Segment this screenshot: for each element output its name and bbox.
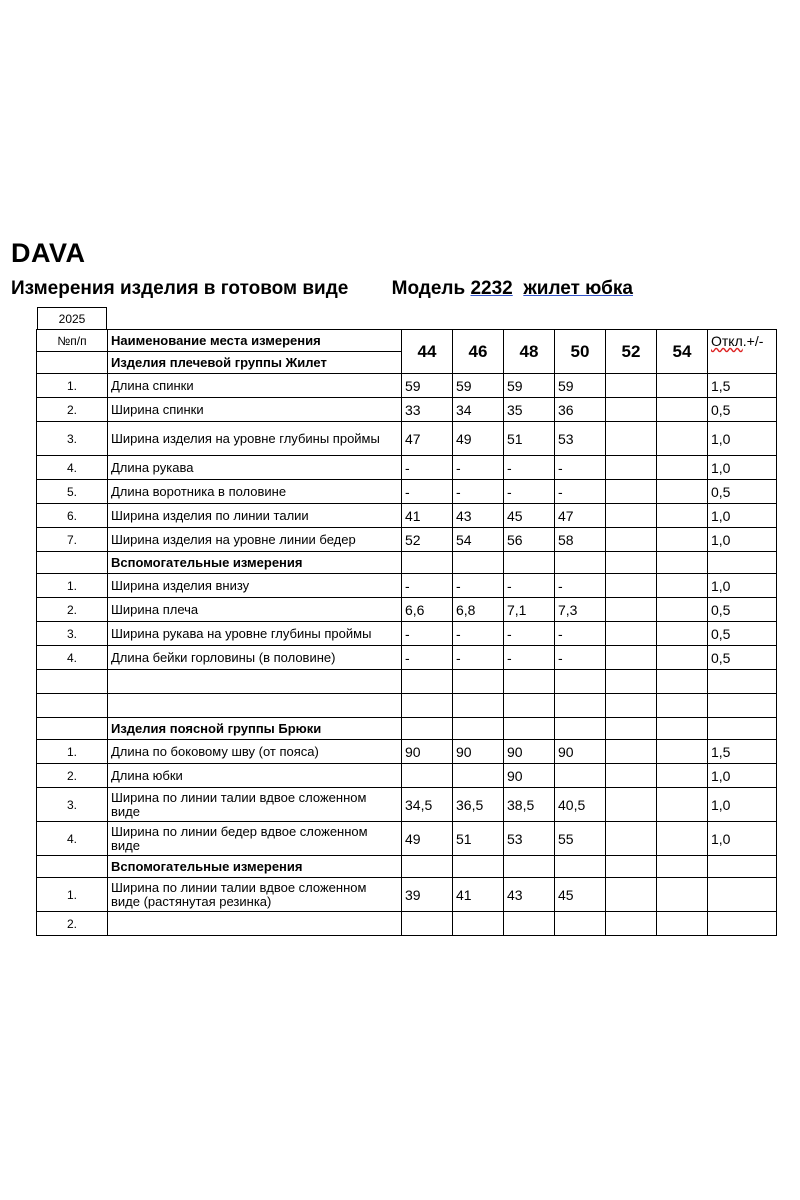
measurement-name: Ширина изделия на уровне линии бедер xyxy=(108,528,402,552)
empty-cell xyxy=(555,694,606,718)
empty-cell xyxy=(606,694,657,718)
table-row xyxy=(37,878,777,912)
value-size-50: 47 xyxy=(555,504,606,528)
tolerance-value: 1,0 xyxy=(708,574,777,598)
value-size-50: - xyxy=(555,622,606,646)
row-number: 4. xyxy=(37,456,108,480)
section-blank-cell xyxy=(708,856,777,878)
value-size-52 xyxy=(606,646,657,670)
table-row xyxy=(37,788,777,822)
value-size-48: 51 xyxy=(504,422,555,456)
empty-cell xyxy=(402,694,453,718)
measurement-name: Ширина спинки xyxy=(108,398,402,422)
measurement-name: Ширина по линии талии вдвое сложенном виде xyxy=(108,788,402,822)
value-size-52 xyxy=(606,480,657,504)
column-header-tolerance xyxy=(708,330,777,374)
empty-cell xyxy=(37,694,108,718)
size-header-54: 54 xyxy=(657,330,708,374)
value-size-48: 53 xyxy=(504,822,555,856)
size-header-52: 52 xyxy=(606,330,657,374)
row-number: 3. xyxy=(37,622,108,646)
value-size-54 xyxy=(657,878,708,912)
value-size-48: 90 xyxy=(504,764,555,788)
document-subtitle xyxy=(11,278,633,300)
value-size-48: - xyxy=(504,622,555,646)
value-size-48: - xyxy=(504,456,555,480)
value-size-50 xyxy=(555,764,606,788)
value-size-54 xyxy=(657,480,708,504)
value-size-54 xyxy=(657,422,708,456)
value-size-54 xyxy=(657,788,708,822)
section-blank-cell xyxy=(606,856,657,878)
tolerance-value: 1,0 xyxy=(708,788,777,822)
measurement-table xyxy=(36,329,777,936)
section-blank-cell xyxy=(555,552,606,574)
tolerance-value: 0,5 xyxy=(708,646,777,670)
brand-title: DAVA xyxy=(11,238,86,268)
section-number-cell xyxy=(37,352,108,374)
section-blank-cell xyxy=(657,856,708,878)
measurement-name xyxy=(108,912,402,936)
value-size-44: - xyxy=(402,646,453,670)
empty-cell xyxy=(402,670,453,694)
value-size-52 xyxy=(606,528,657,552)
tolerance-value: 1,0 xyxy=(708,456,777,480)
section-title: Вспомогательные измерения xyxy=(108,552,402,574)
value-size-48: 90 xyxy=(504,740,555,764)
tolerance-value: 1,0 xyxy=(708,528,777,552)
value-size-46: 6,8 xyxy=(453,598,504,622)
empty-cell xyxy=(504,670,555,694)
table-row xyxy=(37,374,777,398)
value-size-52 xyxy=(606,764,657,788)
value-size-48: - xyxy=(504,574,555,598)
value-size-52 xyxy=(606,504,657,528)
value-size-48: 35 xyxy=(504,398,555,422)
tolerance-value: 0,5 xyxy=(708,622,777,646)
value-size-44: - xyxy=(402,574,453,598)
value-size-46: 59 xyxy=(453,374,504,398)
row-number: 1. xyxy=(37,574,108,598)
section-blank-cell xyxy=(657,718,708,740)
value-size-48: 45 xyxy=(504,504,555,528)
row-number: 4. xyxy=(37,646,108,670)
table-row xyxy=(37,480,777,504)
section-blank-cell xyxy=(504,552,555,574)
value-size-54 xyxy=(657,622,708,646)
value-size-54 xyxy=(657,598,708,622)
value-size-46 xyxy=(453,912,504,936)
value-size-44 xyxy=(402,912,453,936)
empty-cell xyxy=(453,694,504,718)
measurement-name: Ширина изделия по линии талии xyxy=(108,504,402,528)
value-size-44: 52 xyxy=(402,528,453,552)
row-number: 1. xyxy=(37,878,108,912)
value-size-48 xyxy=(504,912,555,936)
value-size-44: 59 xyxy=(402,374,453,398)
section-row xyxy=(37,718,777,740)
measurement-name: Длина воротника в половине xyxy=(108,480,402,504)
section-blank-cell xyxy=(453,718,504,740)
value-size-50: - xyxy=(555,574,606,598)
section-blank-cell xyxy=(555,856,606,878)
value-size-46: 34 xyxy=(453,398,504,422)
tolerance-value: 1,5 xyxy=(708,374,777,398)
measurement-name: Ширина плеча xyxy=(108,598,402,622)
empty-cell xyxy=(708,694,777,718)
value-size-44: - xyxy=(402,456,453,480)
measurement-name: Ширина изделия на уровне глубины проймы xyxy=(108,422,402,456)
column-header-name: Наименование места измерения xyxy=(108,330,402,352)
empty-cell xyxy=(606,670,657,694)
section-number-cell xyxy=(37,856,108,878)
size-header-50: 50 xyxy=(555,330,606,374)
row-number: 2. xyxy=(37,598,108,622)
value-size-46: - xyxy=(453,574,504,598)
section-title: Изделия плечевой группы Жилет xyxy=(108,352,402,374)
value-size-46: 54 xyxy=(453,528,504,552)
value-size-54 xyxy=(657,504,708,528)
value-size-48: 7,1 xyxy=(504,598,555,622)
model-number: 2232 xyxy=(470,278,513,299)
row-number: 2. xyxy=(37,912,108,936)
section-number-cell xyxy=(37,552,108,574)
value-size-52 xyxy=(606,374,657,398)
tolerance-value: 1,0 xyxy=(708,822,777,856)
table-row xyxy=(37,598,777,622)
value-size-52 xyxy=(606,598,657,622)
year-cell: 2025 xyxy=(37,307,107,329)
value-size-52 xyxy=(606,622,657,646)
value-size-48: 59 xyxy=(504,374,555,398)
value-size-54 xyxy=(657,822,708,856)
section-blank-cell xyxy=(657,552,708,574)
model-label: Модель xyxy=(391,278,466,299)
measurement-name: Ширина изделия внизу xyxy=(108,574,402,598)
value-size-46: - xyxy=(453,456,504,480)
value-size-48: 43 xyxy=(504,878,555,912)
value-size-52 xyxy=(606,822,657,856)
value-size-50: 53 xyxy=(555,422,606,456)
row-number: 1. xyxy=(37,374,108,398)
tolerance-value: 1,0 xyxy=(708,764,777,788)
value-size-44 xyxy=(402,764,453,788)
measurement-name: Ширина по линии бедер вдвое сложенном виде xyxy=(108,822,402,856)
section-blank-cell xyxy=(708,718,777,740)
table-row xyxy=(37,622,777,646)
table-row xyxy=(37,574,777,598)
value-size-52 xyxy=(606,740,657,764)
tolerance-value xyxy=(708,912,777,936)
subtitle-text: Измерения изделия в готовом виде xyxy=(11,278,349,299)
empty-cell xyxy=(657,694,708,718)
tolerance-prefix: Откл xyxy=(711,333,743,349)
section-row xyxy=(37,856,777,878)
measurement-name: Длина рукава xyxy=(108,456,402,480)
empty-cell xyxy=(555,670,606,694)
value-size-46: - xyxy=(453,622,504,646)
column-header-number: №п/п xyxy=(37,330,108,352)
measurement-name: Длина по боковому шву (от пояса) xyxy=(108,740,402,764)
value-size-54 xyxy=(657,374,708,398)
section-title: Изделия поясной группы Брюки xyxy=(108,718,402,740)
value-size-44: 6,6 xyxy=(402,598,453,622)
value-size-50: - xyxy=(555,456,606,480)
measurement-name: Ширина по линии талии вдвое сложенном виде (растянутая резинка) xyxy=(108,878,402,912)
value-size-52 xyxy=(606,398,657,422)
value-size-46: - xyxy=(453,646,504,670)
table-row xyxy=(37,646,777,670)
row-number: 6. xyxy=(37,504,108,528)
tolerance-value: 0,5 xyxy=(708,480,777,504)
value-size-52 xyxy=(606,912,657,936)
value-size-54 xyxy=(657,646,708,670)
section-blank-cell xyxy=(402,552,453,574)
table-header-row xyxy=(37,330,777,352)
row-number: 7. xyxy=(37,528,108,552)
value-size-48: 38,5 xyxy=(504,788,555,822)
row-number: 3. xyxy=(37,788,108,822)
size-header-48: 48 xyxy=(504,330,555,374)
section-blank-cell xyxy=(606,552,657,574)
section-blank-cell xyxy=(453,552,504,574)
table-row xyxy=(37,456,777,480)
section-number-cell xyxy=(37,718,108,740)
value-size-54 xyxy=(657,456,708,480)
value-size-46: 43 xyxy=(453,504,504,528)
value-size-54 xyxy=(657,398,708,422)
value-size-48: - xyxy=(504,480,555,504)
measurement-name: Ширина рукава на уровне глубины проймы xyxy=(108,622,402,646)
value-size-46: 36,5 xyxy=(453,788,504,822)
row-number: 2. xyxy=(37,764,108,788)
empty-cell xyxy=(37,670,108,694)
value-size-46: 41 xyxy=(453,878,504,912)
value-size-50: 55 xyxy=(555,822,606,856)
section-blank-cell xyxy=(402,718,453,740)
empty-cell xyxy=(108,694,402,718)
value-size-50: - xyxy=(555,646,606,670)
table-row xyxy=(37,422,777,456)
table-row xyxy=(37,740,777,764)
value-size-52 xyxy=(606,456,657,480)
empty-cell xyxy=(708,670,777,694)
table-row xyxy=(37,822,777,856)
table-row xyxy=(37,504,777,528)
table-row xyxy=(37,912,777,936)
value-size-44: - xyxy=(402,480,453,504)
tolerance-value: 1,5 xyxy=(708,740,777,764)
size-header-46: 46 xyxy=(453,330,504,374)
value-size-48: - xyxy=(504,646,555,670)
row-number: 3. xyxy=(37,422,108,456)
row-number: 2. xyxy=(37,398,108,422)
value-size-44: 47 xyxy=(402,422,453,456)
value-size-50: 7,3 xyxy=(555,598,606,622)
section-blank-cell xyxy=(504,718,555,740)
section-blank-cell xyxy=(555,718,606,740)
value-size-50: 58 xyxy=(555,528,606,552)
value-size-44: 33 xyxy=(402,398,453,422)
empty-row xyxy=(37,670,777,694)
row-number: 4. xyxy=(37,822,108,856)
value-size-54 xyxy=(657,528,708,552)
row-number: 1. xyxy=(37,740,108,764)
value-size-50: 36 xyxy=(555,398,606,422)
tolerance-value: 0,5 xyxy=(708,398,777,422)
empty-cell xyxy=(504,694,555,718)
value-size-44: - xyxy=(402,622,453,646)
table-row xyxy=(37,528,777,552)
table-row xyxy=(37,764,777,788)
row-number: 5. xyxy=(37,480,108,504)
tolerance-value: 0,5 xyxy=(708,598,777,622)
empty-row xyxy=(37,694,777,718)
table-row xyxy=(37,398,777,422)
tolerance-suffix: .+/- xyxy=(742,333,764,349)
value-size-54 xyxy=(657,574,708,598)
value-size-52 xyxy=(606,878,657,912)
measurement-name: Длина бейки горловины (в половине) xyxy=(108,646,402,670)
value-size-46: 49 xyxy=(453,422,504,456)
section-blank-cell xyxy=(606,718,657,740)
value-size-50: 59 xyxy=(555,374,606,398)
empty-cell xyxy=(108,670,402,694)
value-size-46 xyxy=(453,764,504,788)
tolerance-value: 1,0 xyxy=(708,422,777,456)
model-name: жилет юбка xyxy=(523,278,633,299)
tolerance-value: 1,0 xyxy=(708,504,777,528)
value-size-48: 56 xyxy=(504,528,555,552)
value-size-50: 40,5 xyxy=(555,788,606,822)
section-blank-cell xyxy=(453,856,504,878)
value-size-44: 41 xyxy=(402,504,453,528)
value-size-46: 90 xyxy=(453,740,504,764)
value-size-46: - xyxy=(453,480,504,504)
value-size-44: 34,5 xyxy=(402,788,453,822)
value-size-44: 90 xyxy=(402,740,453,764)
value-size-52 xyxy=(606,574,657,598)
section-blank-cell xyxy=(708,552,777,574)
value-size-54 xyxy=(657,740,708,764)
section-row xyxy=(37,552,777,574)
value-size-46: 51 xyxy=(453,822,504,856)
section-blank-cell xyxy=(504,856,555,878)
value-size-52 xyxy=(606,422,657,456)
empty-cell xyxy=(657,670,708,694)
value-size-50: 90 xyxy=(555,740,606,764)
measurement-name: Длина юбки xyxy=(108,764,402,788)
size-header-44: 44 xyxy=(402,330,453,374)
tolerance-value xyxy=(708,878,777,912)
value-size-52 xyxy=(606,788,657,822)
section-blank-cell xyxy=(402,856,453,878)
value-size-50: - xyxy=(555,480,606,504)
value-size-50: 45 xyxy=(555,878,606,912)
value-size-44: 39 xyxy=(402,878,453,912)
value-size-54 xyxy=(657,912,708,936)
measurement-name: Длина спинки xyxy=(108,374,402,398)
value-size-54 xyxy=(657,764,708,788)
value-size-44: 49 xyxy=(402,822,453,856)
empty-cell xyxy=(453,670,504,694)
section-title: Вспомогательные измерения xyxy=(108,856,402,878)
value-size-50 xyxy=(555,912,606,936)
